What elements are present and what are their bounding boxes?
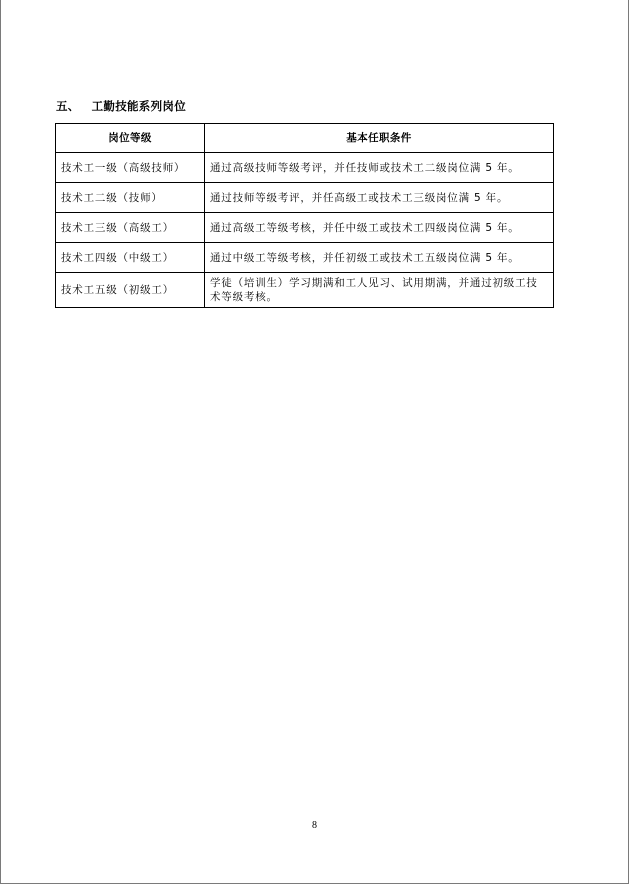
grade-cell: 技术工五级（初级工） xyxy=(56,273,205,308)
requirements-table xyxy=(55,123,554,308)
header-grade: 岗位等级 xyxy=(56,124,205,153)
requirement-cell: 通过高级技师等级考评，并任技师或技术工二级岗位满 5 年。 xyxy=(205,153,554,183)
table-header-row xyxy=(56,124,554,153)
table-row xyxy=(56,183,554,213)
page-number: 8 xyxy=(312,820,317,831)
section-title: 工勤技能系列岗位 xyxy=(91,99,187,113)
table-row xyxy=(56,243,554,273)
requirement-cell: 通过中级工等级考核，并任初级工或技术工五级岗位满 5 年。 xyxy=(205,243,554,273)
section-number: 五、 xyxy=(56,99,80,113)
section-heading xyxy=(56,98,186,114)
table-row xyxy=(56,153,554,183)
requirement-cell: 学徒（培训生）学习期满和工人见习、试用期满，并通过初级工技术等级考核。 xyxy=(205,273,554,308)
requirement-cell: 通过技师等级考评，并任高级工或技术工三级岗位满 5 年。 xyxy=(205,183,554,213)
requirement-cell: 通过高级工等级考核，并任中级工或技术工四级岗位满 5 年。 xyxy=(205,213,554,243)
grade-cell: 技术工四级（中级工） xyxy=(56,243,205,273)
table-row xyxy=(56,273,554,308)
grade-cell: 技术工二级（技师） xyxy=(56,183,205,213)
table-row xyxy=(56,213,554,243)
grade-cell: 技术工三级（高级工） xyxy=(56,213,205,243)
header-requirement: 基本任职条件 xyxy=(205,124,554,153)
grade-cell: 技术工一级（高级技师） xyxy=(56,153,205,183)
